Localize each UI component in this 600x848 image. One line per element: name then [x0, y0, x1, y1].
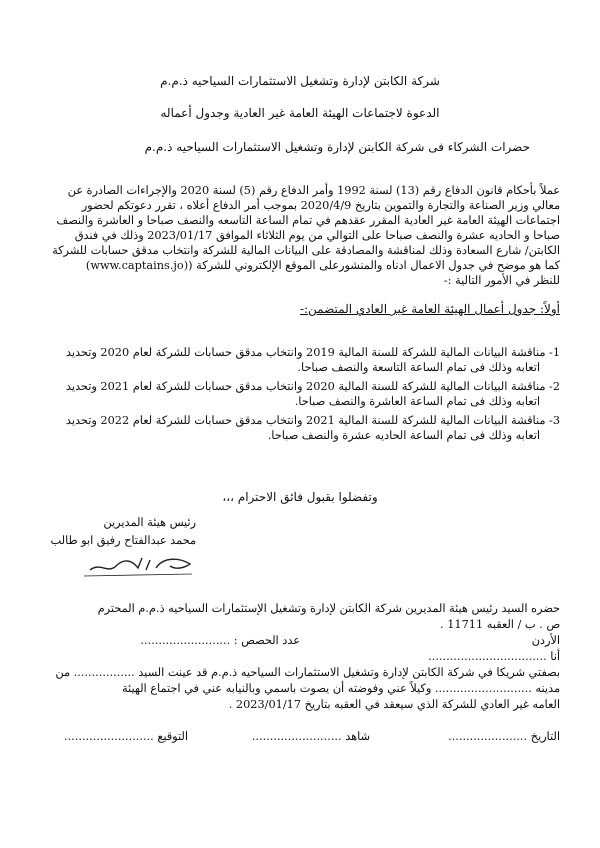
proxy-line-3: العامه غير العادي للشركة الذي سيعقد في العقبه بتاريخ 2023/01/17 .	[228, 698, 560, 711]
intro-line-5: الكابتن/ شارع السعادة وذلك لمناقشة والمصادقة على البيانات المالية للشركة وانتخاب مدقق حسابات للشركة	[52, 244, 560, 257]
proxy-signature-label: التوقيع .........................	[63, 730, 188, 743]
intro-line-4: صباحا و الحاديه عشرة والنصف صباحا على التوالي من يوم الثلاثاء الموافق 2023/01/17 وذلك في فندق	[74, 229, 560, 242]
intro-line-6: كما هو موضح في جدول الاعمال ادناه والمنشورعلى الموقع الإلكتروني للشركة ((www.captains.jo)	[85, 259, 560, 272]
intro-line-3: اجتماعات الهيئة العامة غير العادية المقرر عقدهم في تمام الساعة التاسعه والنصف صباحا و العاشرة والنصف	[56, 214, 560, 227]
intro-line-7: للنظر في الأمور التالية :-	[443, 274, 560, 287]
proxy-line-2: مدينه ........................... وكيلاً عني وفوضته أن يصوت باسمي وبالنيابه عني في اجتماع الهيئة	[121, 682, 560, 695]
agenda-item-2-line-1: 2- مناقشة البيانات المالية للشركة للسنة المالية 2020 وانتخاب مدقق حسابات للشركة لعام 2021 وتحديد	[65, 380, 560, 393]
agenda-item-3-line-2: اتعابه وذلك فى تمام الساعة الحاديه عشرة والنصف صباحا.	[267, 429, 540, 442]
intro-line-1: عملاً بأحكام قانون الدفاع رقم (13) لسنة 1992 وأمر الدفاع رقم (5) لسنة 2020 والإجراءات الصادرة عن	[67, 184, 560, 197]
proxy-country: الأردن	[531, 634, 560, 647]
closing-text: وتفضلوا بقبول فائق الاحترام ،،،	[222, 490, 378, 504]
signatory-name: محمد عبدالفتاح رفيق ابو طالب	[50, 534, 196, 547]
agenda-item-1-line-2: اتعابه وذلك فى تمام الساعة التاسعة والنصف صباحا.	[297, 361, 540, 374]
proxy-witness-label: شاهد .........................	[251, 730, 370, 743]
proxy-po-box: ص . ب / العقبه 11711 .	[440, 618, 560, 631]
handwritten-signature	[80, 550, 200, 580]
proxy-line-1: بصفتي شريكا في شركة الكابتن لإدارة وتشغيل الاستثمارات السياحيه ذ.م.م قد عينت السيد ................. من	[55, 666, 560, 679]
company-name: شركة الكابتن لإدارة وتشغيل الاستثمارات السياحيه ذ.م.م	[160, 74, 440, 88]
intro-line-2: معالي وزير الصناعة والتجارة والتموين بتاريخ 2020/4/9 بموجب أمر الدفاع أعلاه ، تقرر دعوتكم لحضور	[81, 199, 560, 212]
proxy-date-label: التاريخ ......................	[448, 730, 560, 743]
agenda-item-1-line-1: 1- مناقشة البيانات المالية للشركة للسنة المالية 2019 وانتخاب مدقق حسابات للشركة لعام 2020 وتحديد	[65, 346, 560, 359]
proxy-ana: أنا .................................	[428, 650, 560, 663]
proxy-shares-label: عدد الحصص : .........................	[140, 634, 300, 647]
greeting: حضرات الشركاء فى شركة الكابتن لإدارة وتشغيل الاستثمارات السياحيه ذ.م.م	[144, 140, 530, 154]
agenda-item-2-line-2: اتعابه وذلك فى تمام الساعة العاشرة والنصف صباحا.	[294, 395, 540, 408]
agenda-heading: أولاً: جدول أعمال الهيئة العامة غير العادي المتضمن:-	[299, 302, 560, 316]
invitation-title: الدعوة لاجتماعات الهيئة العامة غير العادية وجدول أعماله	[160, 106, 440, 120]
agenda-item-3-line-1: 3- مناقشة البيانات المالية للشركة للسنة المالية 2021 وانتخاب مدقق حسابات للشركة لعام 2022 وتحديد	[65, 414, 560, 427]
signatory-title: رئيس هيئة المديرين	[103, 516, 196, 529]
proxy-addressee: حضره السيد رئيس هيئة المديرين شركة الكابتن لإدارة وتشغيل الإستثمارات السياحيه ذ.م.م المحترم	[97, 602, 560, 615]
